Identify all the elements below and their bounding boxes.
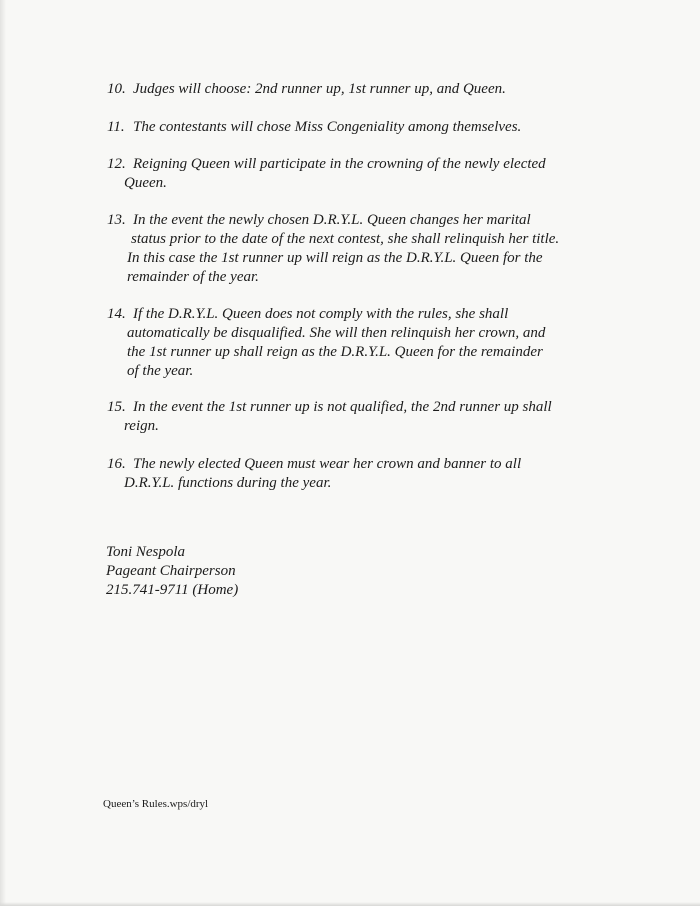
- signer-phone: 215.741-9711 (Home): [106, 582, 239, 598]
- rule-number: 12.: [107, 156, 126, 172]
- file-reference-footer: Queen’s Rules.wps/dryl: [103, 798, 209, 810]
- rule-text-line: of the year.: [127, 363, 194, 379]
- rule-number: 16.: [107, 456, 126, 472]
- rule-text-line: The contestants will chose Miss Congeniality among themselves.: [133, 119, 522, 135]
- rule-number: 15.: [107, 399, 126, 415]
- rule-text-line: Judges will choose: 2nd runner up, 1st runner up, and Queen.: [133, 81, 506, 97]
- signer-title: Pageant Chairperson: [106, 563, 236, 579]
- rule-number: 11.: [107, 119, 125, 135]
- rule-text-line: If the D.R.Y.L. Queen does not comply with the rules, she shall: [133, 306, 509, 322]
- signer-name: Toni Nespola: [106, 544, 186, 560]
- rule-text-line: reign.: [124, 418, 159, 434]
- rule-text-line: In this case the 1st runner up will reign as the D.R.Y.L. Queen for the: [127, 250, 543, 266]
- rule-number: 13.: [107, 212, 126, 228]
- rule-text-line: In the event the 1st runner up is not qualified, the 2nd runner up shall: [133, 399, 552, 415]
- rule-text-line: Reigning Queen will participate in the crowning of the newly elected: [133, 156, 546, 172]
- signature-block: [106, 543, 406, 600]
- rule-text-line: status prior to the date of the next contest, she shall relinquish her title.: [131, 231, 560, 247]
- rule-text-line: the 1st runner up shall reign as the D.R.Y.L. Queen for the remainder: [127, 344, 543, 360]
- rule-text-line: Queen.: [124, 175, 167, 191]
- rule-text-line: D.R.Y.L. functions during the year.: [124, 475, 332, 491]
- rule-number: 10.: [107, 81, 126, 97]
- rule-text-line: remainder of the year.: [127, 269, 259, 285]
- rule-text-line: automatically be disqualified. She will then relinquish her crown, and: [127, 325, 546, 341]
- rule-text-line: The newly elected Queen must wear her crown and banner to all: [133, 456, 522, 472]
- rule-text-line: In the event the newly chosen D.R.Y.L. Queen changes her marital: [133, 212, 531, 228]
- rule-number: 14.: [107, 306, 126, 322]
